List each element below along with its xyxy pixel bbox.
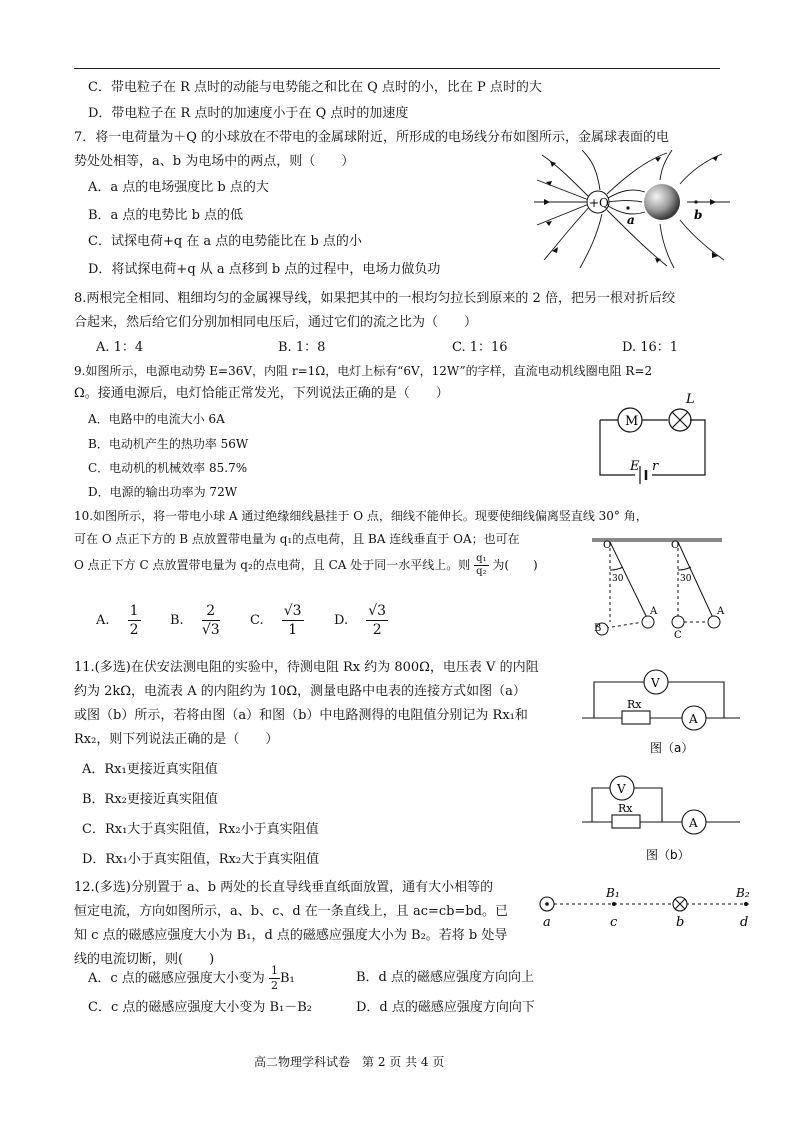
q12-option-a	[88, 964, 295, 993]
q11b-ammeter-label: A	[689, 816, 698, 830]
q12-stem-line4: 线的电流切断，则( )	[74, 952, 215, 967]
q9-option-d: D．电源的输出功率为 72W	[88, 485, 238, 499]
q7-charge-label: +Q	[589, 196, 609, 210]
q10-option-a	[96, 602, 141, 639]
q9-lamp-label: L	[686, 392, 695, 407]
q9-motor-label: M	[625, 414, 639, 429]
q7-option-d: D．将试探电荷+q 从 a 点移到 b 点的过程中，电场力做负功	[88, 262, 441, 277]
q12-stem-line3: 知 c 点的磁感应强度大小为 B₁，d 点的磁感应强度大小为 B₂。若将 b 处导	[74, 928, 508, 943]
q10-fig-o1: O	[603, 540, 612, 551]
q6-option-c: C．带电粒子在 R 点时的动能与电势能之和比在 Q 点时的小，比在 P 点时的大	[88, 80, 542, 95]
q11a-resistor-label: Rx	[627, 698, 642, 711]
q10-fig-a1: A	[650, 606, 658, 617]
q10-option-d-fraction	[366, 602, 388, 639]
q10-ratio-fraction	[474, 553, 488, 578]
q9-internal-resistance-label: r	[652, 459, 659, 474]
q11-option-c: C．Rx₁大于真实阻值，Rx₂小于真实阻值	[82, 822, 319, 837]
q12-option-a-end: B₁	[279, 971, 295, 986]
q10-fig-b: B	[594, 623, 602, 634]
q11-stem-line1	[74, 658, 539, 678]
q9-option-c: C．电动机的机械效率 85.7%	[88, 461, 248, 475]
q10-option-d	[334, 602, 388, 639]
q10-d-num: √3	[368, 603, 387, 619]
q8-option-b: B. 1：8	[278, 340, 326, 355]
q12-option-a-fraction	[269, 964, 280, 993]
q9-option-a: A．电路中的电流大小 6A	[88, 412, 225, 426]
q10-option-c-fraction	[282, 602, 304, 639]
q10-a-den: 2	[129, 622, 139, 638]
q11-stem-line3: 或图（b）所示，若将由图（a）和图（b）中电路测得的电阻值分别记为 Rx₁和	[74, 708, 528, 723]
q12-fig-c: c	[610, 915, 618, 930]
q12-fig-a: a	[543, 915, 551, 930]
q12-a-den: 2	[270, 979, 278, 992]
q10-option-b	[170, 602, 220, 639]
q10-fig-angle1: 30	[612, 574, 624, 584]
q7-stem-line1: 7．将一电荷量为＋Q 的小球放在不带电的金属球附近，所形成的电场线分布如图所示，金属球表面的电	[74, 130, 670, 145]
q11-option-b: B．Rx₂更接近真实阻值	[82, 792, 218, 807]
q11-circuit-a-figure	[582, 664, 742, 756]
q12-fig-b: b	[676, 915, 685, 930]
q9-stem-line2: Ω。接通电源后，电灯恰能正常发光，下列说法正确的是（ ）	[74, 386, 449, 401]
q8-stem-line1: 8.两根完全相同、粗细均匀的金属裸导线，如果把其中的一根均匀拉长到原来的 2 倍，把另一根对折后绞	[74, 291, 675, 306]
q10-c-den: 1	[288, 622, 298, 638]
q8-option-a: A. 1：4	[96, 340, 144, 355]
q10-fig-a2: A	[717, 606, 725, 617]
q9-emf-label: E	[630, 459, 640, 474]
q10-option-a-label: A.	[96, 613, 110, 628]
q12-option-a-text: A．c 点的磁感应强度大小变为	[88, 971, 265, 986]
q10-option-d-label: D.	[334, 613, 349, 628]
q7-stem-line2: 势处处相等，a、b 为电场中的两点，则（ ）	[74, 154, 355, 169]
q12-fig-b1: B₁	[606, 886, 620, 900]
q10-stem-line3-text: O 点正下方 C 点放置带电量为 q₂的点电荷，且 CA 处于同一水平线上。则	[74, 558, 471, 572]
q11a-ammeter-label: A	[689, 712, 698, 726]
q10-ratio-denominator: q₂	[476, 566, 487, 577]
q11a-voltmeter-label: V	[651, 676, 660, 690]
q12-option-b: B．d 点的磁感应强度方向向上	[356, 970, 535, 985]
q11-option-d: D．Rx₁小于真实阻值，Rx₂大于真实阻值	[82, 852, 320, 867]
q10-ratio-numerator: q₁	[476, 553, 487, 564]
q11b-resistor-label: Rx	[618, 802, 633, 815]
q7-option-c: C．试探电荷+q 在 a 点的电势能比在 b 点的小	[88, 234, 362, 249]
q10-c-num: √3	[283, 603, 302, 619]
q7-option-b: B．a 点的电势比 b 点的低	[88, 208, 244, 223]
q10-pendulum-figure	[580, 530, 730, 640]
q11-stem-line4: Rx₂，则下列说法正确的是（ ）	[74, 732, 279, 747]
q8-option-c: C. 1：16	[452, 340, 508, 355]
header-rule	[74, 68, 720, 69]
q12-stem-line1: 12.(多选)分别置于 a、b 两处的长直导线垂直纸面放置，通有大小相等的	[74, 880, 494, 895]
q10-option-c-label: C.	[250, 613, 264, 628]
q11-option-a: A．Rx₁更接近真实阻值	[82, 762, 218, 777]
q10-option-a-fraction	[128, 602, 141, 639]
q7-point-b-label: b	[694, 208, 703, 222]
q10-fig-c: C	[674, 630, 682, 640]
q7-point-a-label: a	[627, 213, 635, 227]
q12-wires-figure	[532, 882, 762, 932]
q7-option-a: A．a 点的电场强度比 b 点的大	[88, 180, 269, 195]
q12-option-c: C．c 点的磁感应强度大小变为 B₁－B₂	[88, 1000, 313, 1015]
q12-option-d: D．d 点的磁感应强度方向向下	[356, 1000, 535, 1015]
q9-option-b: B．电动机产生的热功率 56W	[88, 437, 249, 451]
q10-stem-line3	[74, 553, 538, 578]
q11b-voltmeter-label: V	[617, 782, 626, 796]
page-footer: 高二物理学科试卷 第 2 页 共 4 页	[254, 1055, 445, 1069]
q10-stem-line2: 可在 O 点正下方的 B 点放置带电量为 q₁的点电荷，且 BA 连线垂直于 OA；也可在	[74, 532, 520, 546]
q11a-caption: 图（a）	[650, 741, 694, 755]
q12-a-num: 1	[270, 964, 278, 977]
q12-fig-d: d	[740, 915, 749, 930]
q10-b-den: √3	[201, 622, 220, 638]
q11-stem-line2: 约为 2kΩ，电流表 A 的内阻约为 10Ω，测量电路中电表的连接方式如图（a）	[74, 684, 526, 699]
q8-option-d: D. 16：1	[622, 340, 679, 355]
q11b-caption: 图（b）	[646, 848, 690, 862]
q8-stem-line2: 合起来，然后给它们分别加相同电压后，通过它们的流之比为（ ）	[74, 315, 478, 330]
q6-option-d: D．带电粒子在 R 点时的加速度小于在 Q 点时的加速度	[88, 106, 409, 121]
q12-fig-b2: B₂	[736, 886, 750, 900]
q10-fig-o2: O	[671, 540, 680, 551]
q10-option-b-label: B.	[170, 613, 184, 628]
q12-stem-line2: 恒定电流，方向如图所示，a、b、c、d 在一条直线上，且 ac=cb=bd。已	[74, 904, 509, 919]
q10-fig-angle2: 30	[680, 574, 692, 584]
q10-stem-line3-end: 为( )	[492, 558, 538, 572]
q11-stem-line1-text: 11.(多选)在伏安法测电阻的实验中，待测电阻 Rx 约为 800Ω，电压表 V 的内阻	[74, 660, 539, 675]
q9-stem-line1: 9.如图所示，电源电动势 E=36V，内阻 r=1Ω，电灯上标有“6V，12W”的字样，直流电动机线圈电阻 R=2	[74, 364, 653, 378]
q9-circuit-figure	[590, 390, 720, 490]
q7-field-lines-figure	[532, 150, 732, 270]
q11-circuit-b-figure	[582, 768, 742, 864]
q10-option-b-fraction	[202, 602, 220, 639]
q10-option-c	[250, 602, 304, 639]
q10-b-num: 2	[202, 602, 220, 621]
q10-a-num: 1	[129, 603, 139, 619]
q10-d-den: 2	[372, 622, 382, 638]
q10-stem-line1: 10.如图所示，将一带电小球 A 通过绝缘细线悬挂于 O 点，细线不能伸长。现要使细线偏离竖直线 30° 角，	[74, 509, 648, 523]
